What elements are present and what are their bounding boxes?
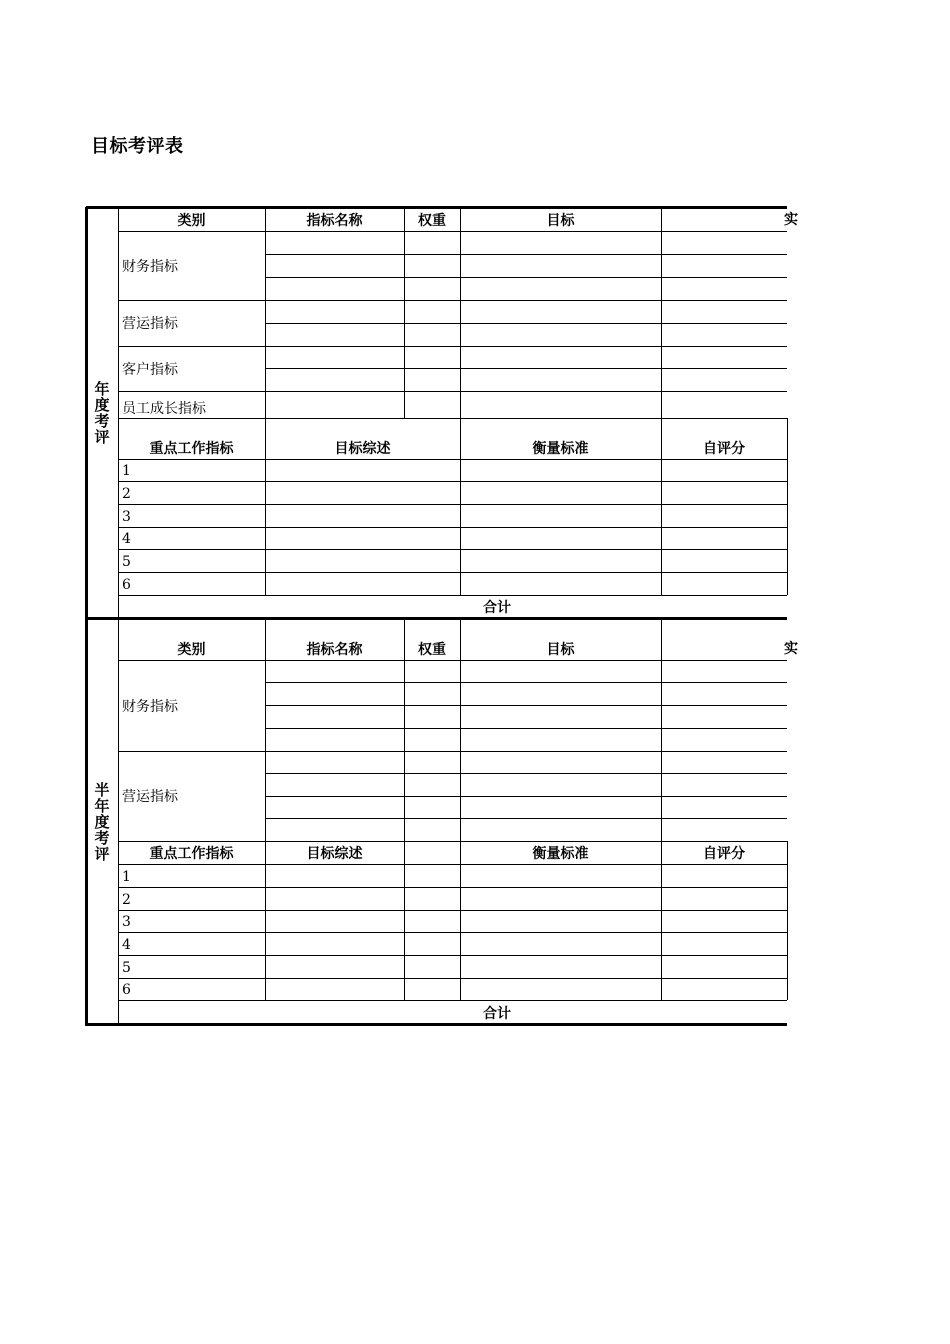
grid-line — [404, 207, 405, 418]
grid-line — [118, 841, 787, 842]
grid-line — [118, 391, 787, 392]
half-year-section-label: 半 年 度 考 评 — [94, 780, 110, 863]
grid-line — [661, 207, 662, 418]
grid-line — [265, 323, 787, 324]
half-year-key-header-self-score: 自评分 — [703, 845, 745, 862]
annual-header-clipped-glyph: 实 — [784, 212, 798, 228]
grid-line — [118, 932, 787, 933]
grid-line — [118, 910, 787, 911]
grid-line — [118, 481, 787, 482]
grid-line — [118, 459, 787, 460]
annual-header-indicator-name: 指标名称 — [306, 212, 363, 229]
grid-line — [118, 572, 787, 573]
grid-line — [460, 618, 461, 1000]
grid-line — [460, 418, 461, 595]
half-year-key-header-key-work: 重点工作指标 — [149, 845, 234, 862]
grid-line — [118, 887, 787, 888]
annual-row-number: 6 — [122, 576, 131, 593]
grid-line — [118, 346, 787, 347]
grid-line — [118, 418, 787, 419]
grid-line — [118, 1000, 787, 1001]
grid-line — [85, 207, 88, 1026]
grid-line — [86, 206, 118, 209]
grid-line — [118, 231, 787, 232]
annual-row-number: 4 — [122, 531, 131, 547]
half-year-row-number: 6 — [122, 982, 131, 998]
annual-header-category: 类别 — [177, 212, 206, 229]
grid-line — [86, 617, 787, 620]
grid-line — [118, 978, 787, 979]
half-year-row-number: 3 — [122, 914, 131, 930]
annual-key-header-description: 目标综述 — [334, 440, 391, 457]
grid-line — [265, 818, 787, 819]
grid-line — [265, 418, 266, 595]
grid-line — [86, 1023, 787, 1026]
annual-key-header-measure: 衡量标准 — [532, 440, 589, 457]
grid-line — [265, 207, 266, 418]
half-year-header-weight: 权重 — [418, 641, 446, 658]
grid-line — [118, 527, 787, 528]
half-year-header-category: 类别 — [177, 641, 206, 658]
grid-line — [265, 682, 787, 683]
grid-line — [787, 841, 788, 1000]
annual-row-number: 5 — [122, 553, 131, 570]
grid-line — [265, 796, 787, 797]
annual-key-header-key-work: 重点工作指标 — [149, 440, 234, 457]
grid-line — [661, 618, 662, 1000]
grid-line — [460, 207, 461, 418]
grid-line — [118, 207, 119, 1026]
annual-header-target: 目标 — [546, 212, 575, 229]
grid-line — [118, 595, 787, 596]
annual-key-header-self-score: 自评分 — [703, 440, 745, 457]
half-year-total: 合计 — [483, 1005, 511, 1022]
half-year-header-clipped-glyph: 实 — [784, 641, 798, 657]
half-year-row-number: 5 — [122, 959, 131, 976]
grid-line — [118, 864, 787, 865]
half-year-row-number: 4 — [122, 936, 131, 953]
grid-line — [265, 705, 787, 706]
grid-line — [265, 254, 787, 255]
half-year-category-financial: 财务指标 — [122, 698, 178, 715]
half-year-category-operations: 营运指标 — [122, 789, 178, 805]
annual-section-label: 年 度 考 评 — [94, 380, 110, 446]
grid-line — [118, 504, 787, 505]
grid-line — [118, 300, 787, 301]
grid-line — [265, 773, 787, 774]
annual-category-customer: 客户指标 — [122, 361, 178, 378]
annual-category-staff-growth: 员工成长指标 — [122, 400, 206, 417]
annual-row-number: 1 — [122, 463, 131, 479]
page-title: 目标考评表 — [91, 136, 184, 157]
annual-category-financial: 财务指标 — [122, 258, 178, 275]
grid-line — [118, 955, 787, 956]
grid-line — [404, 618, 405, 1000]
grid-line — [118, 206, 787, 209]
half-year-header-target: 目标 — [546, 641, 575, 658]
annual-row-number: 3 — [122, 508, 131, 525]
half-year-header-indicator-name: 指标名称 — [306, 641, 363, 658]
half-year-row-number: 1 — [122, 868, 131, 885]
half-year-key-header-description: 目标综述 — [306, 845, 363, 862]
annual-total: 合计 — [483, 599, 511, 616]
annual-header-weight: 权重 — [418, 212, 446, 229]
grid-line — [661, 418, 662, 595]
grid-line — [265, 277, 787, 278]
annual-category-operations: 营运指标 — [122, 316, 178, 332]
grid-line — [118, 751, 787, 752]
grid-line — [118, 660, 787, 661]
half-year-key-header-measure: 衡量标准 — [532, 845, 589, 862]
grid-line — [265, 618, 266, 1000]
grid-line — [118, 549, 787, 550]
grid-line — [265, 368, 787, 369]
annual-row-number: 2 — [122, 485, 131, 502]
grid-line — [265, 728, 787, 729]
grid-line — [787, 418, 788, 595]
half-year-row-number: 2 — [122, 891, 131, 908]
